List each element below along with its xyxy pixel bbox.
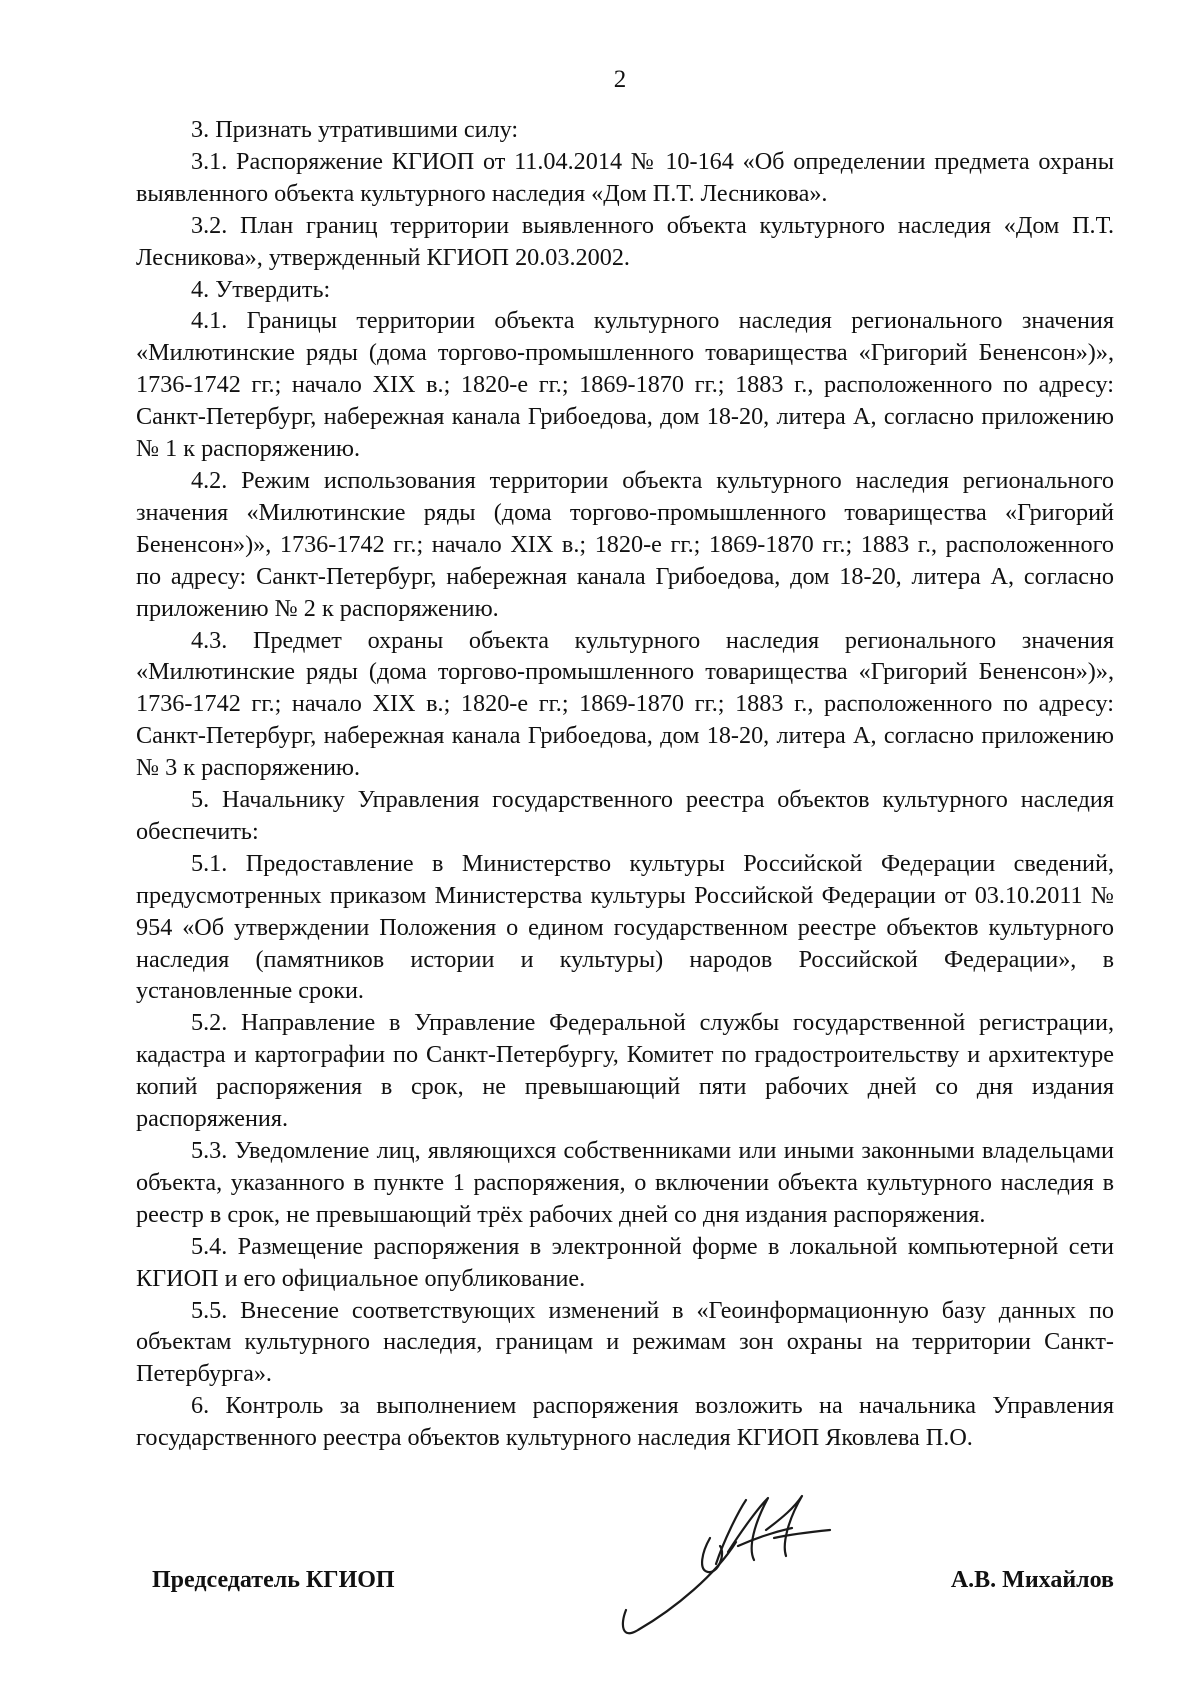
signer-name: А.В. Михайлов [950, 1567, 1114, 1593]
paragraph-5-3: 5.3. Уведомление лиц, являющихся собственниками или иными законными владельцами объекта, указанного в пункте 1 распоряжения, о включении объекта культурного наследия в реестр в срок, не превышающий трёх рабочих дней со дня издания распоряжения. [136, 1137, 1114, 1228]
paragraph-3-1: 3.1. Распоряжение КГИОП от 11.04.2014 № 10-164 «Об определении предмета охраны выявленного объекта культурного наследия «Дом П.Т. Лесникова». [136, 147, 1114, 207]
handwritten-signature [616, 1490, 836, 1640]
paragraph-3: 3. Признать утратившими силу: [191, 116, 519, 143]
paragraph-4-1: 4.1. Границы территории объекта культурного наследия регионального значения «Милютинские ряды (дома торгово-промышленного товарищества «Григорий Бененсон»)», 1736-1742 гг.; начало XIX в.; 1820-е гг.; 1869-1870 гг.; 1883 г., расположенного по адресу: Санкт-Петербург, набережная канала Грибоедова, дом 18-20, литера А, согласно приложению № 1 к распоряжению. [136, 307, 1114, 463]
paragraph-6: 6. Контроль за выполнением распоряжения возложить на начальника Управления государственного реестра объектов культурного наследия КГИОП Яковлева П.О. [136, 1392, 1114, 1452]
paragraph-4-3: 4.3. Предмет охраны объекта культурного наследия регионального значения «Милютинские ряды (дома торгово-промышленного товарищества «Григорий Бененсон»)», 1736-1742 гг.; начало XIX в.; 1820-е гг.; 1869-1870 гг.; 1883 г., расположенного по адресу: Санкт-Петербург, набережная канала Грибоедова, дом 18-20, литера А, согласно приложению № 3 к распоряжению. [136, 626, 1114, 782]
signature-block [136, 1490, 1114, 1650]
paragraph-3-2: 3.2. План границ территории выявленного объекта культурного наследия «Дом П.Т. Лесникова», утвержденный КГИОП 20.03.2002. [136, 211, 1114, 271]
paragraph-4: 4. Утвердить: [191, 275, 331, 303]
signer-title: Председатель КГИОП [152, 1567, 395, 1593]
paragraph-5-4: 5.4. Размещение распоряжения в электронной форме в локальной компьютерной сети КГИОП и его официальное опубликование. [136, 1232, 1114, 1292]
paragraph-5-2: 5.2. Направление в Управление Федеральной службы государственной регистрации, кадастра и картографии по Санкт-Петербургу, Комитет по градостроительству и архитектуре копий распоряжения в срок, не превышающий пяти рабочих дней со дня издания распоряжения. [136, 1009, 1114, 1133]
page-number: 2 [613, 66, 627, 93]
paragraph-5: 5. Начальнику Управления государственного реестра объектов культурного наследия обеспечить: [136, 786, 1114, 845]
paragraph-5-1: 5.1. Предоставление в Министерство культуры Российской Федерации сведений, предусмотренных приказом Министерства культуры Российской Федерации от 03.10.2011 № 954 «Об утверждении Положения о едином государственном реестре объектов культурного наследия (памятников истории и культуры) народов Российской Федерации», в установленные сроки. [136, 849, 1114, 1005]
paragraph-5-5: 5.5. Внесение соответствующих изменений в «Геоинформационную базу данных по объектам культурного наследия, границам и режимам зон охраны на территории Санкт-Петербурга». [136, 1296, 1114, 1388]
paragraph-4-2: 4.2. Режим использования территории объекта культурного наследия регионального значения «Милютинские ряды (дома торгово-промышленного товарищества «Григорий Бененсон»)», 1736-1742 гг.; начало XIX в.; 1820-е гг.; 1869-1870 гг.; 1883 г., расположенного по адресу: Санкт-Петербург, набережная канала Грибоедова, дом 18-20, литера А, согласно приложению № 2 к распоряжению. [136, 466, 1114, 622]
document-body [136, 114, 1114, 1454]
